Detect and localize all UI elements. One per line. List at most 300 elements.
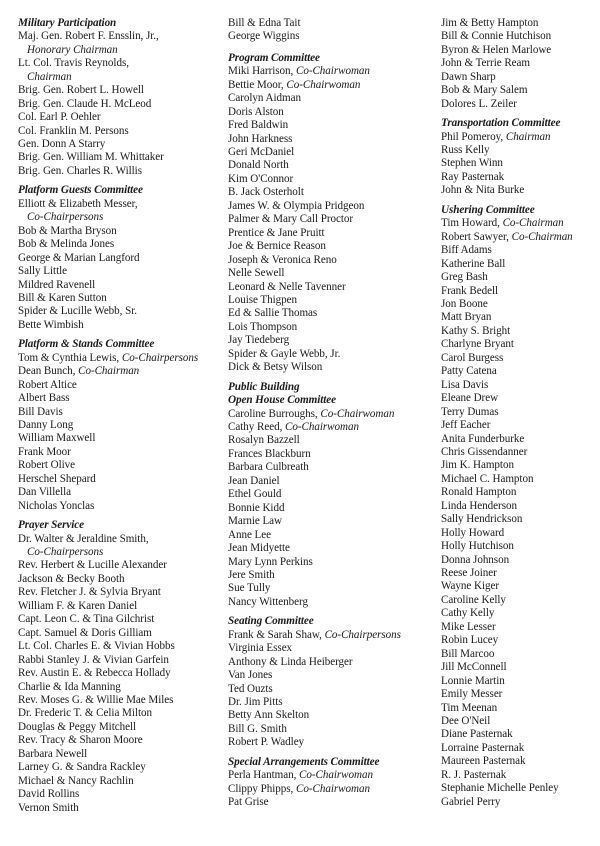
member-entry <box>228 240 438 253</box>
member-entry <box>18 44 216 57</box>
member-entry <box>228 173 438 186</box>
member-entry <box>228 596 438 609</box>
member-name: Russ Kelly <box>441 144 490 157</box>
member-entry <box>18 533 216 546</box>
member-role: Co-Chairpersons <box>324 628 401 641</box>
member-entry <box>18 640 216 653</box>
member-name: Ray Pasternak <box>441 170 505 183</box>
member-entry <box>441 782 599 795</box>
member-entry <box>441 285 599 298</box>
member-entry <box>18 573 216 586</box>
member-name: R. J. Pasternak <box>441 768 507 781</box>
section-heading-line: Ushering Committee <box>441 203 535 216</box>
section-program-committee <box>228 52 438 375</box>
member-name: Lt. Col. Charles E. & Vivian Hobbs <box>18 640 175 653</box>
member-entry <box>18 319 216 332</box>
member-name: Holly Howard <box>441 526 505 539</box>
member-name: Bob & Melinda Jones <box>18 238 115 251</box>
section-heading <box>441 204 599 217</box>
member-entry <box>18 586 216 599</box>
member-entry <box>228 334 438 347</box>
member-entry <box>441 419 599 432</box>
member-name: Bonnie Kidd <box>228 501 285 514</box>
member-entry <box>228 475 438 488</box>
member-entry <box>441 607 599 620</box>
member-name: Dr. Frederic T. & Celia Milton <box>18 707 152 720</box>
member-entry <box>18 761 216 774</box>
member-name: Larney G. & Sandra Rackley <box>18 761 146 774</box>
member-entry <box>441 540 599 553</box>
member-name: Tim Howard, <box>441 217 503 230</box>
section-platform-and-stands-committee <box>18 338 216 513</box>
member-name: Rev. Tracy & Sharon Moore <box>18 734 143 747</box>
member-entry <box>228 421 438 434</box>
member-name: William F. & Karen Daniel <box>18 599 138 612</box>
member-entry <box>441 486 599 499</box>
member-name: B. Jack Osterholt <box>228 186 304 199</box>
member-name: Michael & Nancy Rachlin <box>18 774 134 787</box>
member-entry <box>18 30 216 43</box>
section-heading-line: Platform Guests Committee <box>18 184 143 197</box>
member-role: Co-Chairman <box>78 365 140 378</box>
member-entry <box>18 365 216 378</box>
member-entry <box>441 311 599 324</box>
member-entry <box>228 769 438 782</box>
member-entry <box>18 292 216 305</box>
member-name: Geri McDaniel <box>228 146 295 159</box>
member-entry <box>441 688 599 701</box>
section-heading-line: Public Building <box>228 380 300 393</box>
member-name: Anthony & Linda Heiberger <box>228 655 353 668</box>
member-entry <box>228 556 438 569</box>
member-entry <box>228 629 438 642</box>
member-name: Terry Dumas <box>441 405 499 418</box>
member-entry <box>228 656 438 669</box>
member-name: Lonnie Martin <box>441 674 505 687</box>
member-entry <box>441 271 599 284</box>
member-entry <box>18 211 216 224</box>
member-entry <box>441 513 599 526</box>
member-name: Barbara Culbreath <box>228 461 309 474</box>
member-role: Co-Chairwoman <box>285 421 359 433</box>
member-entry <box>18 419 216 432</box>
member-name: Rabbi Stanley J. & Vivian Garfein <box>18 653 169 666</box>
member-entry <box>228 106 438 119</box>
roster-column-1 <box>18 17 216 815</box>
member-name: Gabriel Perry <box>441 795 501 808</box>
member-name: Phil Pomeroy, <box>441 130 506 143</box>
member-name: Wayne Kiger <box>441 580 500 593</box>
member-name: Pat Grise <box>228 796 269 809</box>
member-entry <box>441 554 599 567</box>
member-entry <box>228 683 438 696</box>
member-name: Gen. Donn A Starry <box>18 138 106 151</box>
member-entry <box>18 406 216 419</box>
member-entry <box>228 569 438 582</box>
member-name: Col. Franklin M. Persons <box>18 124 129 137</box>
section-heading-line: Military Participation <box>18 17 117 29</box>
section-heading <box>441 117 599 130</box>
member-entry <box>228 294 438 307</box>
member-name: James W. & Olympia Pridgeon <box>228 199 365 212</box>
member-entry <box>18 654 216 667</box>
member-name: Kathy S. Bright <box>441 324 511 337</box>
member-entry <box>441 379 599 392</box>
section-heading-line: Platform & Stands Committee <box>18 338 155 351</box>
member-name: Charlie & Ida Manning <box>18 680 121 693</box>
member-entry <box>228 796 438 809</box>
member-entry <box>18 559 216 572</box>
member-entry <box>228 281 438 294</box>
member-entry <box>441 131 599 144</box>
member-name: Caroline Burroughs, <box>228 407 321 420</box>
member-name: Greg Bash <box>441 271 488 284</box>
member-name: Ethel Gould <box>228 488 282 501</box>
member-name: Nancy Wittenberg <box>228 595 308 608</box>
member-name: Robert Altice <box>18 378 77 391</box>
member-entry <box>441 98 599 111</box>
member-entry <box>228 30 438 43</box>
section-transportation-committee <box>441 117 599 198</box>
member-entry <box>441 755 599 768</box>
member-entry <box>228 502 438 515</box>
member-name: Dolores L. Zeiler <box>441 97 517 110</box>
section-prayer-service <box>18 519 216 815</box>
section-heading-line: Prayer Service <box>18 519 85 532</box>
member-name: Palmer & Mary Call Proctor <box>228 213 354 226</box>
member-entry <box>228 709 438 722</box>
member-role: Honorary Chairman <box>27 43 118 56</box>
member-name: John & Nita Burke <box>441 184 525 197</box>
member-entry <box>441 473 599 486</box>
member-entry <box>228 200 438 213</box>
member-entry <box>441 500 599 513</box>
member-name: Leonard & Nelle Tavenner <box>228 280 346 293</box>
member-entry <box>18 111 216 124</box>
member-entry <box>441 325 599 338</box>
member-entry <box>228 186 438 199</box>
member-name: Brig. Gen. William M. Whittaker <box>18 151 164 164</box>
member-name: Dr. Jim Pitts <box>228 696 283 709</box>
member-entry <box>18 238 216 251</box>
member-entry <box>18 151 216 164</box>
member-name: Carol Burgess <box>441 351 504 364</box>
member-entry <box>228 133 438 146</box>
member-name: Holly Hutchison <box>441 540 514 553</box>
member-entry <box>18 627 216 640</box>
member-name: Frank Moor <box>18 445 71 458</box>
member-entry <box>228 515 438 528</box>
section-continued <box>228 17 438 44</box>
member-name: Jeff Eacher <box>441 419 491 432</box>
section-platform-guests-committee <box>18 184 216 332</box>
member-entry <box>228 642 438 655</box>
member-entry <box>441 338 599 351</box>
member-name: Bill Davis <box>18 405 63 418</box>
member-entry <box>18 305 216 318</box>
member-name: Jon Boone <box>441 297 488 310</box>
member-name: Fred Baldwin <box>228 119 289 132</box>
section-heading <box>228 381 438 408</box>
member-entry <box>441 527 599 540</box>
member-role: Co-Chairwoman <box>320 407 395 420</box>
member-entry <box>18 98 216 111</box>
member-name: Dick & Betsy Wilson <box>228 361 323 374</box>
member-entry <box>228 119 438 132</box>
member-name: Ted Ouzts <box>228 682 273 695</box>
member-entry <box>441 298 599 311</box>
member-name: Dean Bunch, <box>18 365 79 378</box>
member-entry <box>228 146 438 159</box>
member-name: Marnie Law <box>228 515 283 528</box>
member-name: Linda Henderson <box>441 499 517 512</box>
roster-column-2 <box>228 17 438 810</box>
member-name: Robert P. Wadley <box>228 736 305 749</box>
member-entry <box>228 227 438 240</box>
member-entry <box>18 225 216 238</box>
member-role: Chairman <box>27 70 72 83</box>
member-name: Prentice & Jane Pruitt <box>228 226 325 239</box>
section-special-arrangements-committee <box>228 756 438 810</box>
member-entry <box>228 65 438 78</box>
member-entry <box>441 184 599 197</box>
section-heading-line: Seating Committee <box>228 615 314 628</box>
member-name: Joseph & Veronica Reno <box>228 253 337 266</box>
member-name: Charlyne Bryant <box>441 338 514 351</box>
member-name: Mike Lesser <box>441 620 496 633</box>
member-entry <box>228 307 438 320</box>
member-role: Co-Chairman <box>511 230 573 243</box>
member-name: Sue Tully <box>228 582 271 595</box>
member-name: Donna Johnson <box>441 553 510 566</box>
section-public-building-open-house-committee <box>228 381 438 610</box>
member-entry <box>18 802 216 815</box>
member-name: Rev. Austin E. & Rebecca Hollady <box>18 667 171 680</box>
member-name: Lisa Davis <box>441 378 489 391</box>
member-name: Spider & Lucille Webb, Sr. <box>18 305 138 318</box>
member-entry <box>228 434 438 447</box>
member-name: Ed & Sallie Thomas <box>228 307 318 320</box>
member-name: Miki Harrison, <box>228 65 296 78</box>
member-name: Rosalyn Bazzell <box>228 434 300 447</box>
member-entry <box>228 267 438 280</box>
section-heading <box>18 184 216 197</box>
member-entry <box>228 159 438 172</box>
member-name: Brig. Gen. Charles R. Willis <box>18 164 142 177</box>
member-name: John & Terrie Ream <box>441 57 531 70</box>
member-entry <box>441 580 599 593</box>
member-name: Biff Adams <box>441 244 492 257</box>
member-entry <box>228 348 438 361</box>
member-entry <box>441 567 599 580</box>
member-name: Dee O'Neil <box>441 715 491 728</box>
member-entry <box>441 715 599 728</box>
member-name: Bob & Martha Bryson <box>18 224 117 237</box>
member-name: Jere Smith <box>228 568 275 581</box>
member-entry <box>441 594 599 607</box>
member-entry <box>441 728 599 741</box>
member-role: Co-Chairpersons <box>27 546 104 559</box>
member-entry <box>228 79 438 92</box>
member-entry <box>18 694 216 707</box>
member-name: Frank Bedell <box>441 284 499 297</box>
member-entry <box>228 92 438 105</box>
member-entry <box>228 582 438 595</box>
member-entry <box>228 448 438 461</box>
section-heading-line: Program Committee <box>228 51 320 64</box>
member-name: Patty Catena <box>441 365 497 378</box>
member-name: Dan Villella <box>18 486 72 499</box>
member-name: Frank & Sarah Shaw, <box>228 628 325 641</box>
member-entry <box>441 433 599 446</box>
section-seating-committee <box>228 615 438 749</box>
member-entry <box>18 775 216 788</box>
member-entry <box>441 634 599 647</box>
member-name: Maj. Gen. Robert F. Ensslin, Jr., <box>18 30 159 43</box>
member-entry <box>441 406 599 419</box>
member-entry <box>18 546 216 559</box>
member-name: Herschel Shepard <box>18 472 96 485</box>
member-name: Reese Joiner <box>441 567 497 580</box>
member-name: Jean Daniel <box>228 474 280 487</box>
member-role: Co-Chairwoman <box>295 65 370 78</box>
member-entry <box>228 321 438 334</box>
member-name: Kim O'Connor <box>228 172 294 185</box>
member-entry <box>441 675 599 688</box>
member-entry <box>441 144 599 157</box>
member-entry <box>18 613 216 626</box>
member-entry <box>441 621 599 634</box>
member-entry <box>18 473 216 486</box>
member-entry <box>18 379 216 392</box>
member-name: Clippy Phipps, <box>228 782 296 795</box>
member-name: Caroline Kelly <box>441 593 506 606</box>
member-entry <box>18 748 216 761</box>
member-name: John Harkness <box>228 132 293 145</box>
member-name: Perla Hantman, <box>228 769 300 782</box>
section-heading <box>228 615 438 628</box>
member-role: Co-Chairwoman <box>296 782 370 795</box>
member-name: Albert Bass <box>18 392 70 405</box>
member-entry <box>228 361 438 374</box>
member-name: Tom & Cynthia Lewis, <box>18 351 122 364</box>
member-name: Bill Marcoo <box>441 647 495 660</box>
member-entry <box>18 446 216 459</box>
section-military-participation <box>18 17 216 178</box>
member-role: Co-Chairpersons <box>27 211 104 224</box>
member-entry <box>441 244 599 257</box>
section-heading <box>18 519 216 532</box>
member-entry <box>18 788 216 801</box>
member-entry <box>18 681 216 694</box>
member-name: Jill McConnell <box>441 661 507 674</box>
section-heading <box>18 338 216 351</box>
member-entry <box>441 459 599 472</box>
member-entry <box>441 352 599 365</box>
member-name: Rev. Fletcher J. & Sylvia Bryant <box>18 586 161 599</box>
member-entry <box>18 165 216 178</box>
member-name: Byron & Helen Marlowe <box>441 43 552 56</box>
member-entry <box>441 702 599 715</box>
member-name: Dawn Sharp <box>441 70 496 83</box>
member-name: Louise Thigpen <box>228 294 298 307</box>
member-entry <box>441 44 599 57</box>
member-name: Brig. Gen. Robert L. Howell <box>18 84 144 97</box>
member-name: Ronald Hampton <box>441 486 517 499</box>
member-entry <box>228 17 438 30</box>
member-name: Mildred Ravenell <box>18 278 96 291</box>
member-entry <box>18 667 216 680</box>
member-entry <box>441 796 599 809</box>
section-heading-line: Special Arrangements Committee <box>228 755 380 768</box>
member-name: Sally Little <box>18 265 68 278</box>
member-name: Jackson & Becky Booth <box>18 572 125 585</box>
member-entry <box>228 461 438 474</box>
member-name: Chris Gissendanner <box>441 445 528 458</box>
member-entry <box>441 171 599 184</box>
section-continued <box>441 17 599 111</box>
section-heading <box>228 52 438 65</box>
member-entry <box>441 392 599 405</box>
member-entry <box>18 734 216 747</box>
member-entry <box>228 254 438 267</box>
member-entry <box>441 446 599 459</box>
member-role: Chairman <box>505 130 551 143</box>
member-name: Virginia Essex <box>228 642 293 655</box>
member-name: Capt. Leon C. & Tina Gilchrist <box>18 613 155 626</box>
member-name: Katherine Ball <box>441 257 506 270</box>
member-name: Van Jones <box>228 669 273 682</box>
member-entry <box>441 648 599 661</box>
member-name: Nicholas Yonclas <box>18 499 95 512</box>
member-name: Betty Ann Skelton <box>228 709 310 722</box>
member-name: Jim & Betty Hampton <box>441 17 539 29</box>
member-entry <box>228 696 438 709</box>
member-entry <box>441 57 599 70</box>
member-name: Capt. Samuel & Doris Gilliam <box>18 626 152 639</box>
member-name: Spider & Gayle Webb, Jr. <box>228 347 341 360</box>
member-name: Cathy Kelly <box>441 607 495 620</box>
member-name: Carolyn Aidman <box>228 92 301 105</box>
member-entry <box>441 30 599 43</box>
member-name: Eleane Drew <box>441 392 499 405</box>
member-name: Bill & Connie Hutchison <box>441 30 552 43</box>
member-name: Bettie Moor, <box>228 78 287 91</box>
member-entry <box>228 542 438 555</box>
member-entry <box>18 486 216 499</box>
member-name: Nelle Sewell <box>228 267 285 280</box>
member-entry <box>228 723 438 736</box>
member-name: Mary Lynn Perkins <box>228 555 313 568</box>
member-name: Brig. Gen. Claude H. McLeod <box>18 97 152 110</box>
member-entry <box>441 71 599 84</box>
member-entry <box>18 71 216 84</box>
member-entry <box>228 736 438 749</box>
member-name: William Maxwell <box>18 432 96 445</box>
member-name: Stephanie Michelle Penley <box>441 782 559 795</box>
member-entry <box>228 529 438 542</box>
member-entry <box>18 198 216 211</box>
section-heading-line: Open House Committee <box>228 394 337 407</box>
member-name: Barbara Newell <box>18 747 88 760</box>
member-name: Bob & Mary Salem <box>441 84 528 97</box>
member-name: Elliott & Elizabeth Messer, <box>18 197 138 210</box>
member-role: Co-Chairwoman <box>299 769 373 782</box>
member-name: Emily Messer <box>441 688 503 701</box>
member-name: Bill G. Smith <box>228 722 287 735</box>
member-name: Michael C. Hampton <box>441 472 534 485</box>
member-name: Sally Hendrickson <box>441 513 523 526</box>
